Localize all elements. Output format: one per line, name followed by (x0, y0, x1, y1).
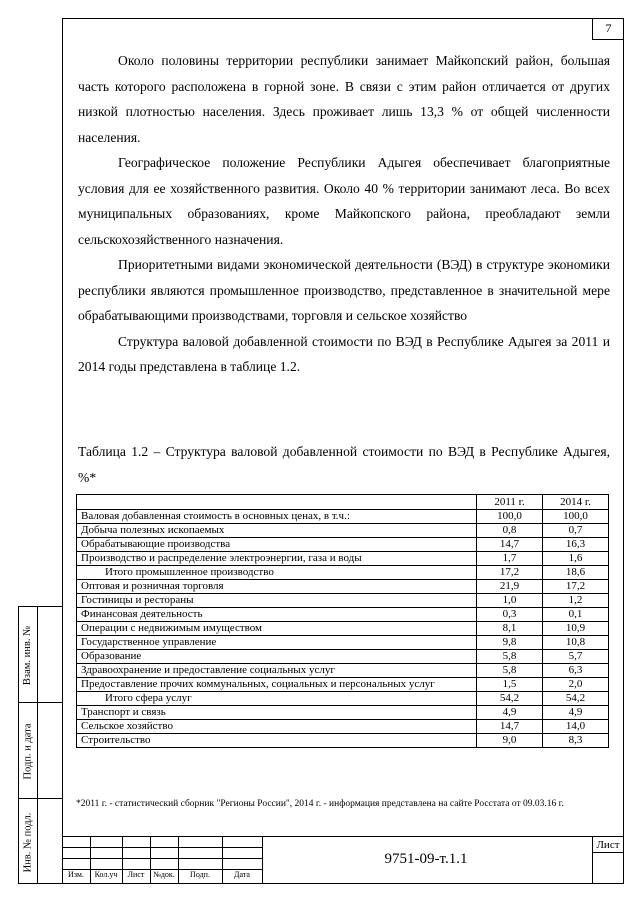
document-number: 9751-09-т.1.1 (384, 851, 468, 867)
side-stamp (18, 606, 62, 884)
table-row (77, 524, 609, 538)
paragraph-4: Структура валовой добавленной стоимости по ВЭД в Республике Адыгея за 2011 и 2014 годы представлена в таблице 1.2. (78, 333, 610, 374)
table-row (77, 720, 609, 734)
gva-structure-table (76, 494, 609, 748)
value-2014: 14,0 (543, 720, 609, 734)
value-2011: 17,2 (477, 566, 543, 580)
page-number: 7 (592, 18, 624, 40)
row-label: Гостиницы и рестораны (77, 594, 477, 608)
body-text (78, 48, 610, 380)
table-row (77, 678, 609, 692)
row-label: Оптовая и розничная торговля (77, 580, 477, 594)
side-label: Подп. и дата (22, 722, 34, 780)
row-label: Итого промышленное производство (77, 566, 477, 580)
table-row (77, 664, 609, 678)
table-row (77, 552, 609, 566)
table-header-row (77, 495, 609, 510)
row-label: Строительство (77, 734, 477, 748)
table-caption: Таблица 1.2 – Структура валовой добавленной стоимости по ВЭД в Республике Адыгея, %* (78, 444, 610, 485)
row-label: Валовая добавленная стоимость в основных ценах, в т.ч.: (77, 510, 477, 524)
row-label: Предоставление прочих коммунальных, социальных и персональных услуг (77, 678, 477, 692)
table-footnote: *2011 г. - статистический сборник "Регионы России", 2014 г. - информация представлена на сайте Росстата от 09.03.16 г. (76, 799, 564, 809)
value-2011: 5,8 (477, 650, 543, 664)
row-label: Итого сфера услуг (77, 692, 477, 706)
value-2011: 9,8 (477, 636, 543, 650)
value-2014: 0,1 (543, 608, 609, 622)
table-header-cell: 2011 г. (477, 495, 543, 510)
row-label: Операции с недвижимым имуществом (77, 622, 477, 636)
row-label: Здравоохранение и предоставление социальных услуг (77, 664, 477, 678)
value-2011: 5,8 (477, 664, 543, 678)
value-2014: 10,9 (543, 622, 609, 636)
row-label: Добыча полезных ископаемых (77, 524, 477, 538)
row-label: Образование (77, 650, 477, 664)
table-header-cell: 2014 г. (543, 495, 609, 510)
value-2014: 1,2 (543, 594, 609, 608)
value-2014: 0,7 (543, 524, 609, 538)
table-row (77, 692, 609, 706)
value-2014: 100,0 (543, 510, 609, 524)
value-2011: 14,7 (477, 720, 543, 734)
stamp-label: Лист (127, 870, 145, 879)
value-2011: 1,0 (477, 594, 543, 608)
paragraph-3: Приоритетными видами экономической деятельности (ВЭД) в структуре экономики республики являются промышленное производство, представленное в значительной мере обрабатывающими производствами, торговля и сельское хозяйство (78, 257, 610, 323)
table-row (77, 636, 609, 650)
table-row (77, 538, 609, 552)
paragraph-2: Географическое положение Республики Адыгея обеспечивает благоприятные условия для ее хозяйственного развития. Около 40 % территории занимают леса. Во всех муниципальных образованиях, кроме Майкопского района, преобладают земли сельскохозяйственного назначения. (78, 155, 610, 247)
value-2014: 18,6 (543, 566, 609, 580)
row-label: Финансовая деятельность (77, 608, 477, 622)
value-2014: 8,3 (543, 734, 609, 748)
table-row (77, 608, 609, 622)
table-row (77, 622, 609, 636)
side-label: Инв. № подл. (22, 812, 34, 872)
value-2011: 1,5 (477, 678, 543, 692)
value-2014: 10,8 (543, 636, 609, 650)
value-2011: 14,7 (477, 538, 543, 552)
value-2011: 8,1 (477, 622, 543, 636)
value-2014: 4,9 (543, 706, 609, 720)
side-label: Взам. инв. № (22, 625, 34, 685)
row-label: Государственное управление (77, 636, 477, 650)
value-2014: 6,3 (543, 664, 609, 678)
value-2014: 1,6 (543, 552, 609, 566)
stamp-label: Кол.уч (94, 870, 118, 879)
row-label: Обрабатывающие производства (77, 538, 477, 552)
table-header-cell (77, 495, 477, 510)
value-2011: 9,0 (477, 734, 543, 748)
value-2011: 0,3 (477, 608, 543, 622)
value-2014: 17,2 (543, 580, 609, 594)
value-2011: 21,9 (477, 580, 543, 594)
value-2014: 54,2 (543, 692, 609, 706)
value-2011: 4,9 (477, 706, 543, 720)
row-label: Транспорт и связь (77, 706, 477, 720)
stamp-label: Дата (234, 870, 250, 879)
table-row (77, 734, 609, 748)
paragraph-1: Около половины территории республики занимает Майкопский район, большая часть которого расположена в горной зоне. В связи с этим район отличается от других низкой плотностью населения. Здесь проживает лишь 13,3 % от общей численности населения. (78, 53, 610, 145)
row-label: Производство и распределение электроэнергии, газа и воды (77, 552, 477, 566)
table-row (77, 650, 609, 664)
title-block (62, 836, 624, 884)
stamp-label: Изм. (68, 870, 84, 879)
stamp-label: Подп. (190, 870, 210, 879)
table-row (77, 566, 609, 580)
table-row (77, 580, 609, 594)
value-2014: 16,3 (543, 538, 609, 552)
stamp-label: №док. (153, 870, 175, 879)
value-2014: 2,0 (543, 678, 609, 692)
table-row (77, 706, 609, 720)
value-2011: 0,8 (477, 524, 543, 538)
table-row (77, 510, 609, 524)
value-2011: 1,7 (477, 552, 543, 566)
value-2011: 54,2 (477, 692, 543, 706)
value-2014: 5,7 (543, 650, 609, 664)
value-2011: 100,0 (477, 510, 543, 524)
row-label: Сельское хозяйство (77, 720, 477, 734)
table-row (77, 594, 609, 608)
sheet-label: Лист (596, 839, 620, 851)
